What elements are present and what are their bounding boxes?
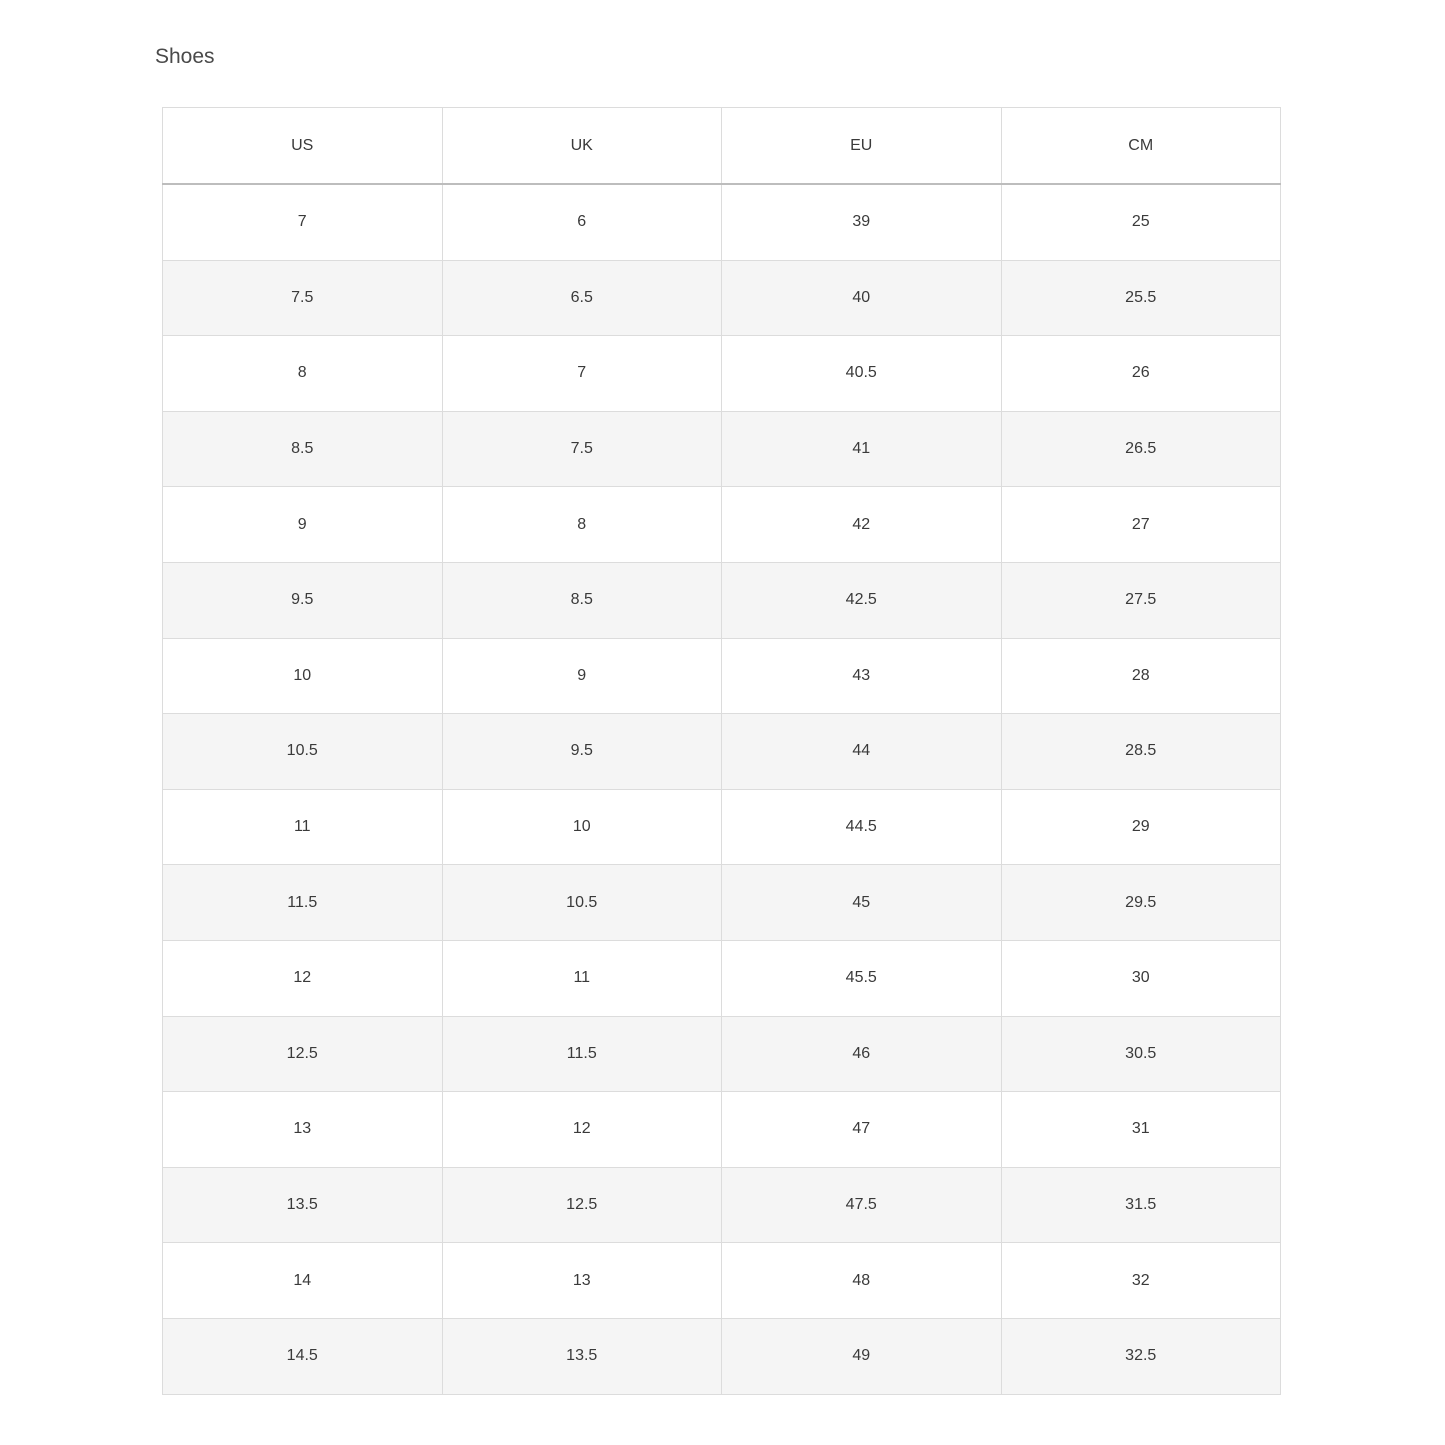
cell-us: 10 [163, 638, 443, 714]
cell-uk: 6 [442, 184, 722, 260]
table-row [163, 1318, 1281, 1394]
table-row [163, 411, 1281, 487]
cell-uk: 10.5 [442, 865, 722, 941]
table-row [163, 487, 1281, 563]
table-body [163, 184, 1281, 1394]
cell-us: 12.5 [163, 1016, 443, 1092]
table-row [163, 1092, 1281, 1168]
cell-uk: 12 [442, 1092, 722, 1168]
cell-us: 8 [163, 336, 443, 412]
cell-us: 9.5 [163, 562, 443, 638]
cell-cm: 29.5 [1001, 865, 1281, 941]
cell-us: 13 [163, 1092, 443, 1168]
table-row [163, 1243, 1281, 1319]
cell-cm: 29 [1001, 789, 1281, 865]
cell-eu: 47.5 [722, 1167, 1002, 1243]
cell-us: 11.5 [163, 865, 443, 941]
column-header-us: US [163, 108, 443, 185]
cell-eu: 48 [722, 1243, 1002, 1319]
cell-uk: 10 [442, 789, 722, 865]
cell-eu: 44 [722, 714, 1002, 790]
cell-cm: 28.5 [1001, 714, 1281, 790]
cell-cm: 31 [1001, 1092, 1281, 1168]
table-row [163, 184, 1281, 260]
cell-cm: 30 [1001, 940, 1281, 1016]
cell-uk: 6.5 [442, 260, 722, 336]
table-row [163, 562, 1281, 638]
cell-eu: 45 [722, 865, 1002, 941]
cell-cm: 26.5 [1001, 411, 1281, 487]
cell-uk: 8.5 [442, 562, 722, 638]
cell-us: 10.5 [163, 714, 443, 790]
cell-uk: 11.5 [442, 1016, 722, 1092]
cell-uk: 9 [442, 638, 722, 714]
cell-us: 7 [163, 184, 443, 260]
cell-eu: 41 [722, 411, 1002, 487]
cell-eu: 46 [722, 1016, 1002, 1092]
cell-eu: 40.5 [722, 336, 1002, 412]
column-header-cm: CM [1001, 108, 1281, 185]
cell-eu: 45.5 [722, 940, 1002, 1016]
cell-eu: 39 [722, 184, 1002, 260]
cell-uk: 13.5 [442, 1318, 722, 1394]
cell-uk: 12.5 [442, 1167, 722, 1243]
cell-us: 14.5 [163, 1318, 443, 1394]
cell-eu: 47 [722, 1092, 1002, 1168]
shoe-size-table [162, 107, 1281, 1395]
table-header [163, 108, 1281, 185]
cell-eu: 43 [722, 638, 1002, 714]
cell-us: 8.5 [163, 411, 443, 487]
cell-uk: 8 [442, 487, 722, 563]
page-title: Shoes [155, 45, 215, 68]
cell-cm: 25 [1001, 184, 1281, 260]
table-row [163, 865, 1281, 941]
cell-cm: 27 [1001, 487, 1281, 563]
cell-us: 14 [163, 1243, 443, 1319]
cell-cm: 25.5 [1001, 260, 1281, 336]
cell-cm: 31.5 [1001, 1167, 1281, 1243]
cell-eu: 42 [722, 487, 1002, 563]
cell-cm: 27.5 [1001, 562, 1281, 638]
cell-uk: 7.5 [442, 411, 722, 487]
cell-us: 9 [163, 487, 443, 563]
table-row [163, 1016, 1281, 1092]
cell-us: 13.5 [163, 1167, 443, 1243]
table-row [163, 1167, 1281, 1243]
cell-eu: 40 [722, 260, 1002, 336]
column-header-eu: EU [722, 108, 1002, 185]
cell-uk: 9.5 [442, 714, 722, 790]
table-row [163, 336, 1281, 412]
cell-us: 11 [163, 789, 443, 865]
cell-us: 12 [163, 940, 443, 1016]
cell-eu: 42.5 [722, 562, 1002, 638]
table-row [163, 940, 1281, 1016]
header-row [163, 108, 1281, 185]
column-header-uk: UK [442, 108, 722, 185]
table-row [163, 789, 1281, 865]
table-row [163, 714, 1281, 790]
cell-cm: 30.5 [1001, 1016, 1281, 1092]
cell-cm: 28 [1001, 638, 1281, 714]
cell-eu: 44.5 [722, 789, 1002, 865]
cell-cm: 26 [1001, 336, 1281, 412]
table-row [163, 260, 1281, 336]
cell-us: 7.5 [163, 260, 443, 336]
cell-cm: 32.5 [1001, 1318, 1281, 1394]
cell-uk: 13 [442, 1243, 722, 1319]
cell-uk: 11 [442, 940, 722, 1016]
cell-eu: 49 [722, 1318, 1002, 1394]
cell-uk: 7 [442, 336, 722, 412]
cell-cm: 32 [1001, 1243, 1281, 1319]
table-row [163, 638, 1281, 714]
